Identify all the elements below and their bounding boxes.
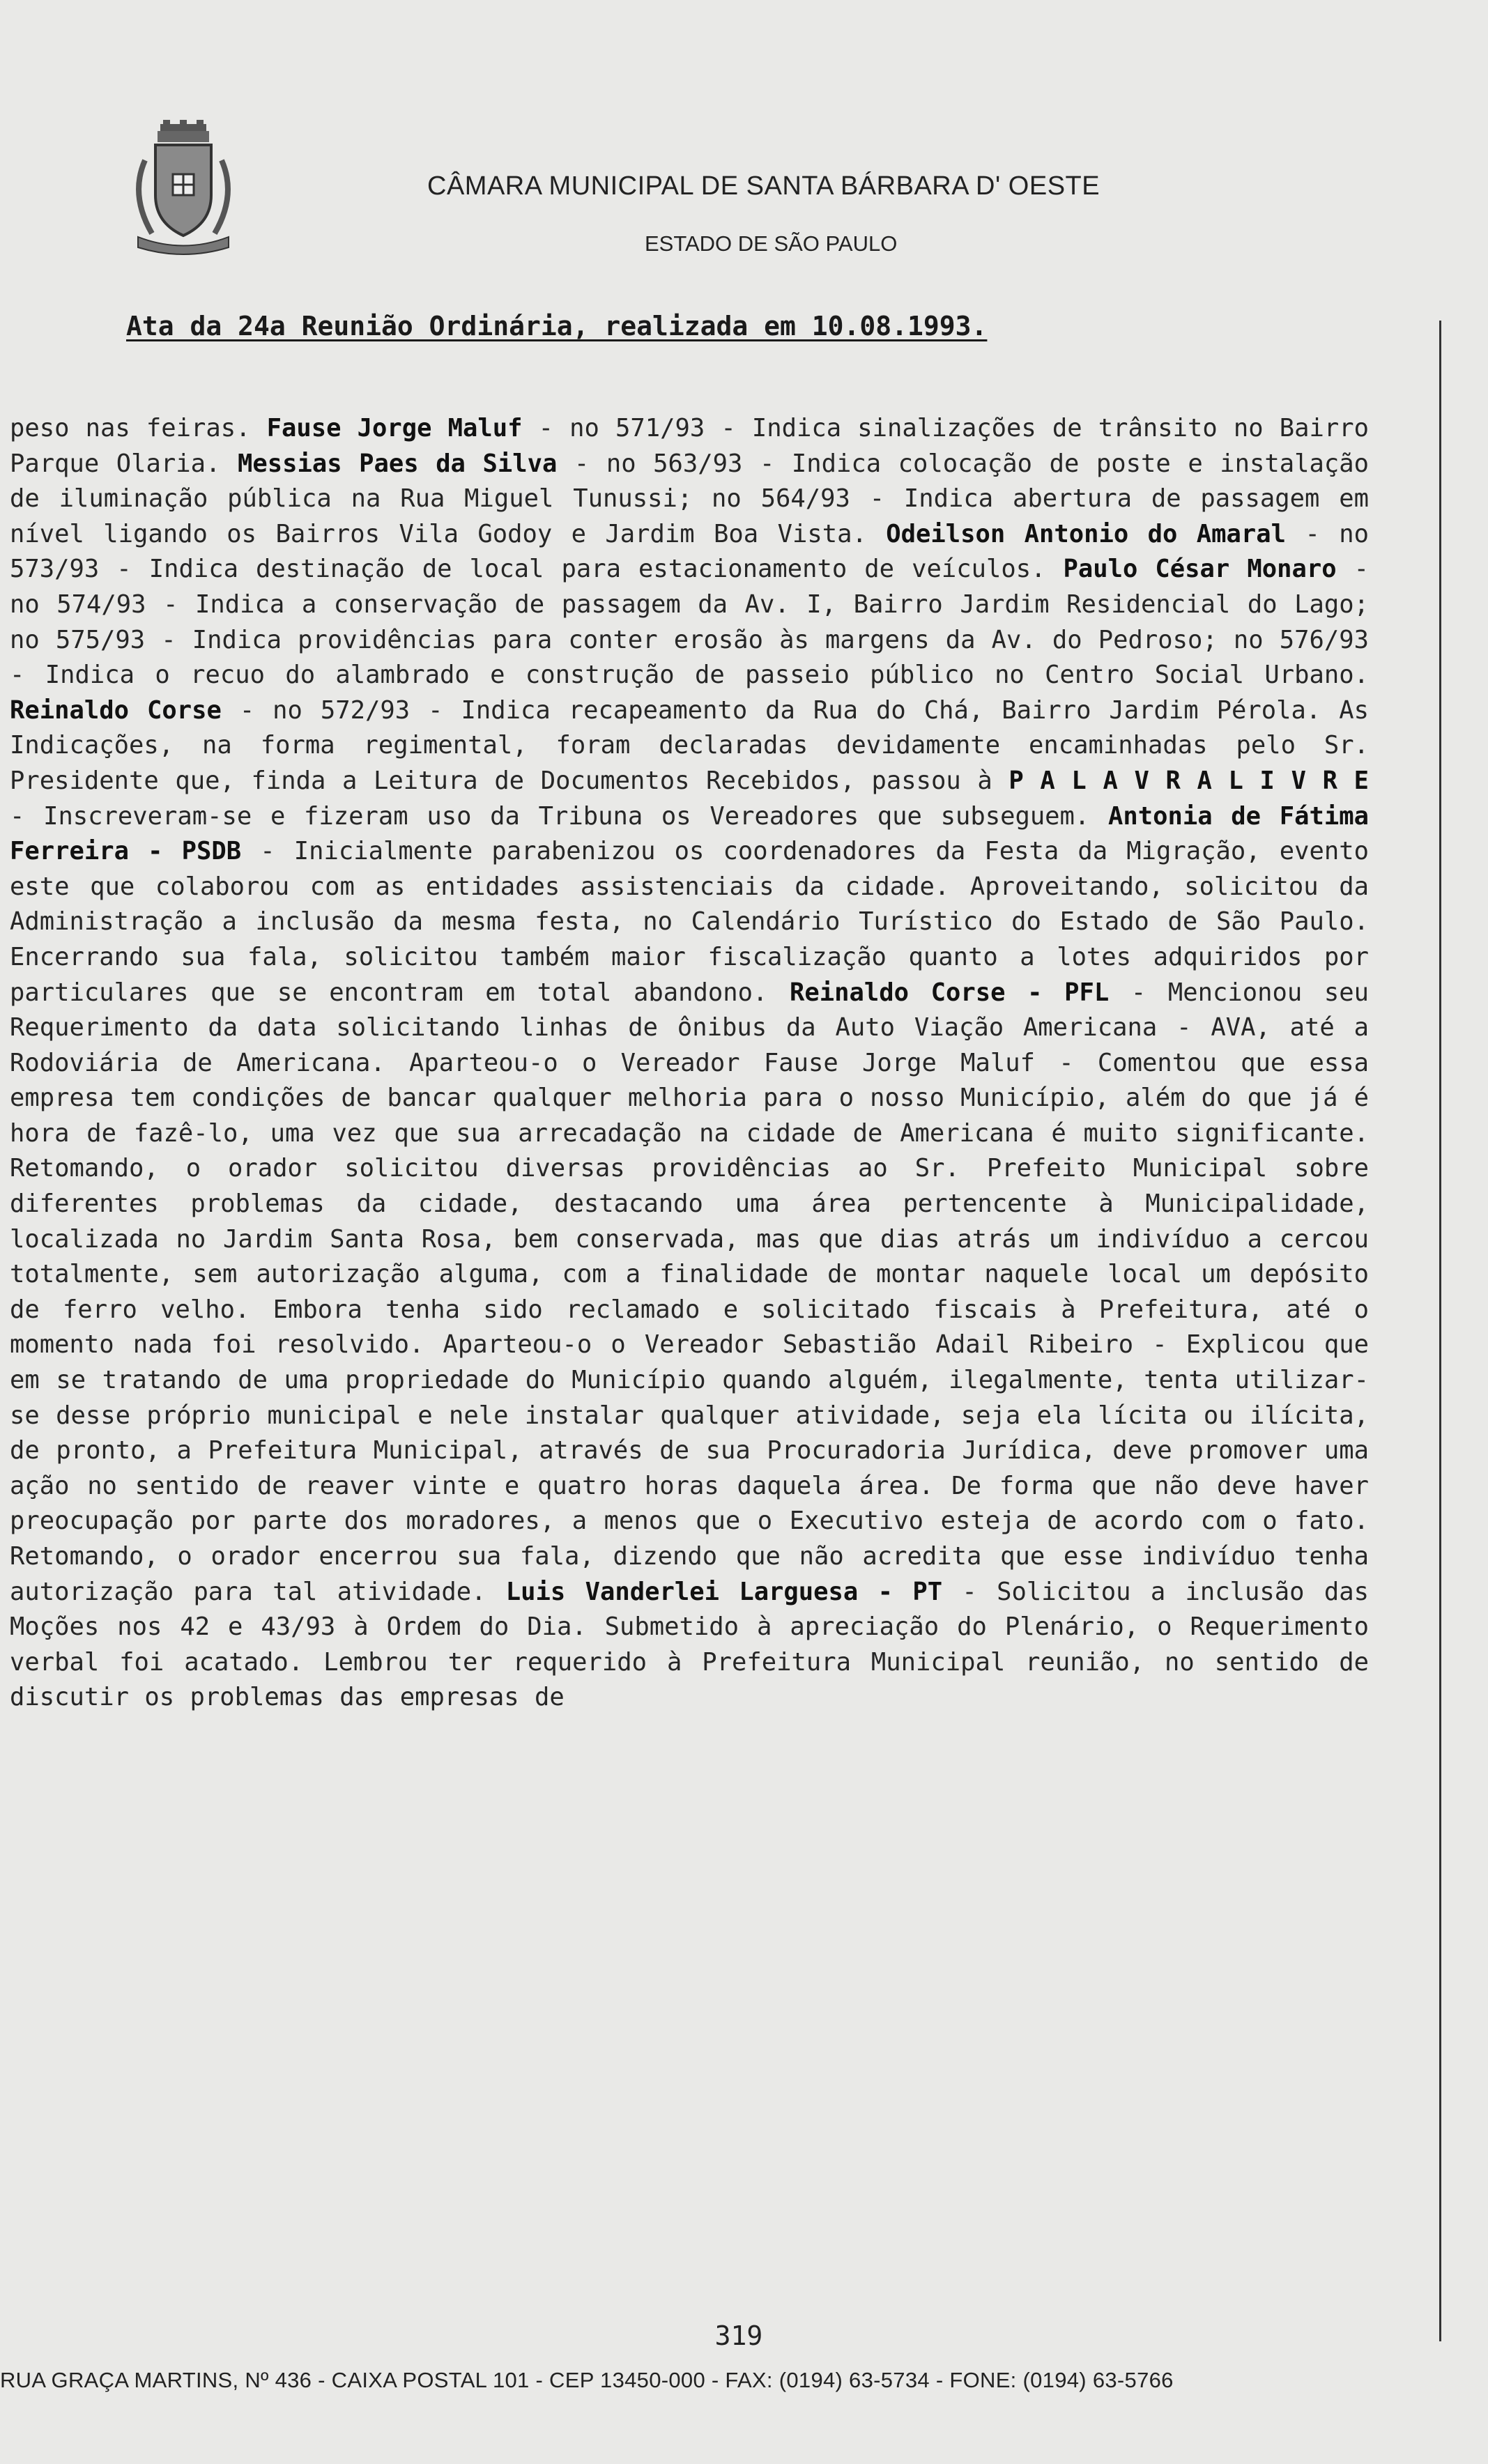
councilor-name: Luis Vanderlei Larguesa - PT	[505, 1577, 943, 1606]
section-heading: P A L A V R A L I V R E	[1008, 766, 1369, 795]
body-text: peso nas feiras.	[10, 414, 267, 442]
address-footer: RUA GRAÇA MARTINS, Nº 436 - CAIXA POSTAL 101 - CEP 13450-000 - FAX: (0194) 63-5734 - FONE: (0194) 63-5766	[0, 2368, 1174, 2392]
councilor-name: Reinaldo Corse	[10, 695, 222, 725]
body-text: - Inscreveram-se e fizeram uso da Tribuna os Vereadores que subseguem.	[10, 801, 1108, 831]
councilor-name: Odeilson Antonio do Amaral	[886, 519, 1287, 548]
body-text: - no 574/93 - Indica a conservação de passagem da Av. I, Bairro Jardim Residencial do Lago; no 575/93 - Indica providências para conter erosão às margens da Av. do Pedroso; no 576/93 - Indica o recuo do alambrado e construção de passeio público no Centro Social Urbano.	[10, 555, 1370, 690]
institution-name: CÂMARA MUNICIPAL DE SANTA BÁRBARA D' OESTE	[427, 171, 1100, 201]
councilor-name: Antonia de Fátima Ferreira - PSDB	[10, 801, 1369, 866]
page-number: 319	[714, 2320, 763, 2351]
councilor-name: Messias Paes da Silva	[237, 449, 558, 478]
body-text: - no 563/93 - Indica colocação de poste e instalação de iluminação pública na Rua Miguel Tunussi; no 564/93 - Indica abertura de passagem em nível ligando os Bairros Vila Godoy e Jardim Boa Vista.	[10, 449, 1369, 548]
councilor-name: Reinaldo Corse - PFL	[790, 978, 1110, 1007]
councilor-name: Paulo César Monaro	[1063, 555, 1337, 584]
body-text: - no 571/93 - Indica sinalizações de trânsito no Bairro Parque Olaria.	[10, 414, 1369, 478]
margin-rule	[1439, 321, 1441, 2341]
document-title: Ata da 24a Reunião Ordinária, realizada em 10.08.1993.	[126, 311, 988, 341]
councilor-name: Fause Jorge Maluf	[266, 414, 523, 442]
municipal-crest-icon	[124, 118, 243, 258]
body-text: - no 573/93 - Indica destinação de local para estacionamento de veículos.	[10, 519, 1369, 584]
body-text: - no 572/93 - Indica recapeamento da Rua do Chá, Bairro Jardim Pérola. As Indicações, na forma regimental, foram declaradas devidamente encaminhadas pelo Sr. Presidente que, finda a Leitura de Documentos Recebidos, passou à	[10, 695, 1369, 795]
state-name: ESTADO DE SÃO PAULO	[645, 231, 898, 256]
body-text: - Mencionou seu Requerimento da data solicitando linhas de ônibus da Auto Viação Americana - AVA, até a Rodoviária de Americana. Aparteou-o o Vereador Fause Jorge Maluf - Comentou que essa empresa tem condições de bancar qualquer melhoria para o nosso Município, além do que já é hora de fazê-lo, uma vez que sua arrecadação na cidade de Americana é muito significante. Retomando, o orador solicitou diversas providências ao Sr. Prefeito Municipal sobre diferentes problemas da cidade, destacando uma área pertencente à Municipalidade, localizada no Jardim Santa Rosa, bem conservada, mas que dias atrás um indivíduo a cercou totalmente, sem autorização alguma, com a finalidade de montar naquele local um depósito de ferro velho. Embora tenha sido reclamado e solicitado fiscais à Prefeitura, até o momento nada foi resolvido. Aparteou-o o Vereador Sebastião Adail Ribeiro - Explicou que em se tratando de uma propriedade do Município quando alguém, ilegalmente, tenta utilizar-se desse próprio municipal e nele instalar qualquer atividade, seja ela lícita ou ilícita, de pronto, a Prefeitura Municipal, através de sua Procuradoria Jurídica, deve promover uma ação no sentido de reaver vinte e quatro horas daquela área. De forma que não deve haver preocupação por parte dos moradores, a menos que o Executivo esteja de acordo com o fato. Retomando, o orador encerrou sua fala, dizendo que não acredita que esse indivíduo tenha autorização para tal atividade.	[10, 978, 1369, 1606]
body-text: - Solicitou a inclusão das Moções nos 42 e 43/93 à Ordem do Dia. Submetido à apreciação do Plenário, o Requerimento verbal foi acatado. Lembrou ter requerido à Prefeitura Municipal reunião, no sentido de discutir os problemas das empresas de	[10, 1577, 1369, 1712]
body-text: - Inicialmente parabenizou os coordenadores da Festa da Migração, evento este que colaborou com as entidades assistenciais da cidade. Aproveitando, solicitou da Administração a inclusão da mesma festa, no Calendário Turístico do Estado de São Paulo. Encerrando sua fala, solicitou também maior fiscalização quanto a lotes adquiridos por particulares que se encontram em total abandono.	[10, 837, 1369, 1007]
minutes-body	[10, 411, 1369, 1716]
